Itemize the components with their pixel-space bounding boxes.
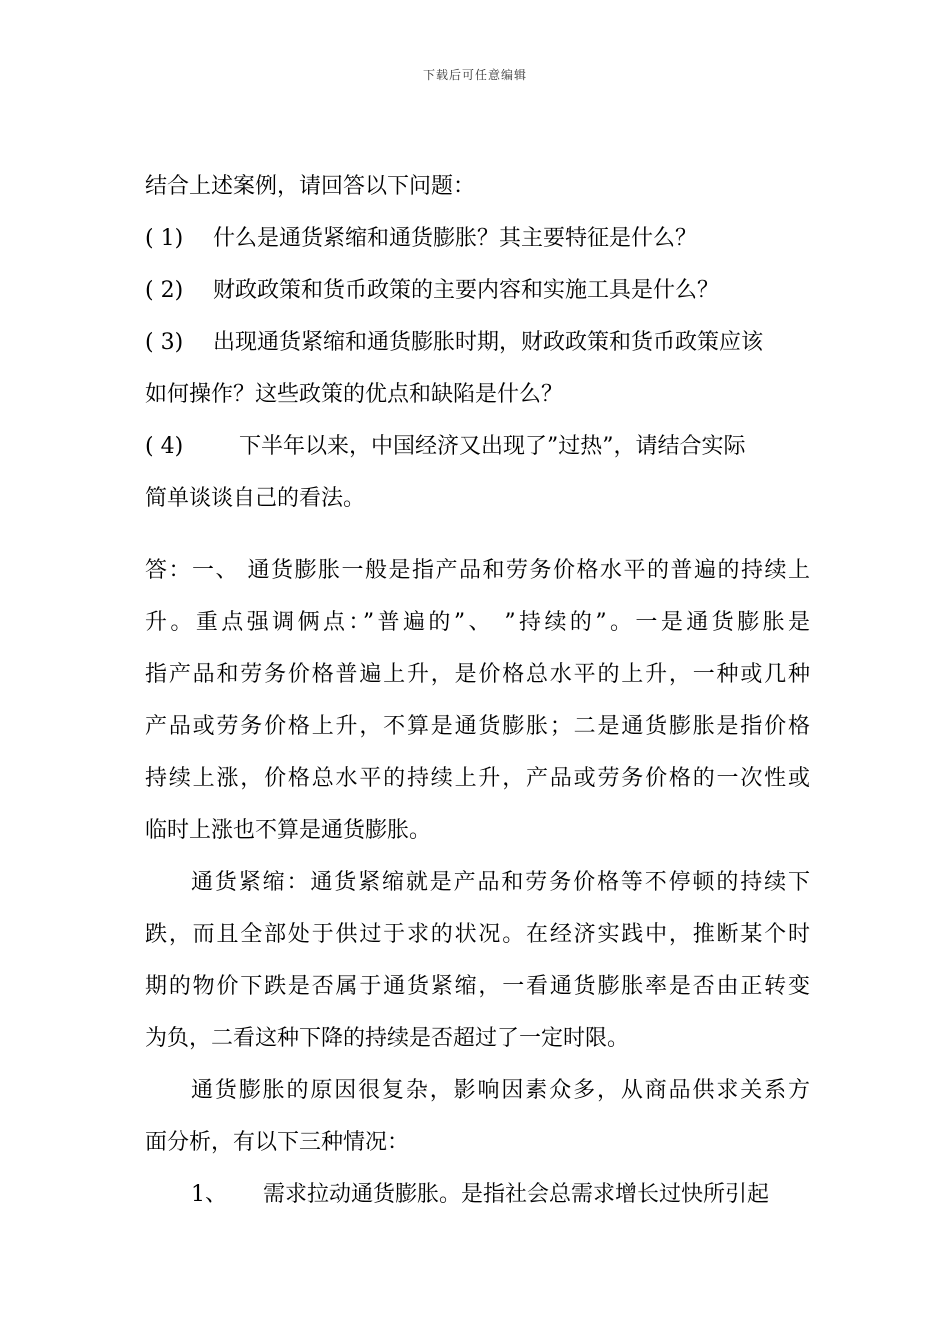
intro-line: 结合上述案例，请回答以下问题： [145,174,476,199]
answer-p3-line-1: 通货膨胀的原因很复杂，影响因素众多，从商品供求关系方 [191,1078,810,1103]
answer-p3-line-2: 面分析，有以下三种情况： [145,1130,410,1155]
question-3-number: ( 3) [145,330,184,355]
question-1 [145,226,697,252]
answer-p1-line-3: 指产品和劳务价格普遍上升，是价格总水平的上升，一种或几种 [145,662,810,687]
question-4 [145,434,746,460]
answer-p1-line-6: 临时上涨也不算是通货膨胀。 [145,818,432,843]
answer-p2-line-1: 通货紧缩：通货紧缩就是产品和劳务价格等不停顿的持续下 [191,870,810,895]
question-2-number: ( 2) [145,278,184,303]
question-4-text-line-2: 简单谈谈自己的看法。 [145,486,366,511]
question-1-text: 什么是通货紧缩和通货膨胀？其主要特征是什么？ [213,226,698,251]
answer-p2-line-3: 期的物价下跌是否属于通货紧缩，一看通货膨胀率是否由正转变 [145,974,810,999]
list-item-1-number: 1、 [191,1182,227,1207]
question-4-number: ( 4) [145,434,184,459]
answer-p1-line-4: 产品或劳务价格上升，不算是通货膨胀；二是通货膨胀是指价格 [145,714,810,739]
question-3-text-line-2: 如何操作？这些政策的优点和缺陷是什么？ [145,382,564,407]
question-4-text-line-1: 下半年以来，中国经济又出现了”过热”，请结合实际 [239,434,746,459]
answer-p1-line-1: 答：一、 通货膨胀一般是指产品和劳务价格水平的普遍的持续上 [145,558,810,583]
answer-p2-line-4: 为负，二看这种下降的持续是否超过了一定时限。 [145,1026,630,1051]
question-1-number: ( 1) [145,226,184,251]
question-2 [145,278,719,304]
answer-p2-line-2: 跌，而且全部处于供过于求的状况。在经济实践中，推断某个时 [145,922,810,947]
list-item-1-text: 需求拉动通货膨胀。是指社会总需求增长过快所引起 [263,1182,770,1207]
answer-p1-line-5: 持续上涨，价格总水平的持续上升，产品或劳务价格的一次性或 [145,766,810,791]
question-3 [145,330,763,356]
answer-p1-line-2: 升。重点强调俩点：”普遍的”、 ”持续的”。一是通货膨胀是 [145,610,810,635]
question-3-text-line-1: 出现通货紧缩和通货膨胀时期，财政政策和货币政策应该 [213,330,764,355]
page-header-note: 下载后可任意编辑 [422,68,527,82]
question-2-text: 财政政策和货币政策的主要内容和实施工具是什么？ [213,278,720,303]
list-item-1 [191,1182,769,1208]
